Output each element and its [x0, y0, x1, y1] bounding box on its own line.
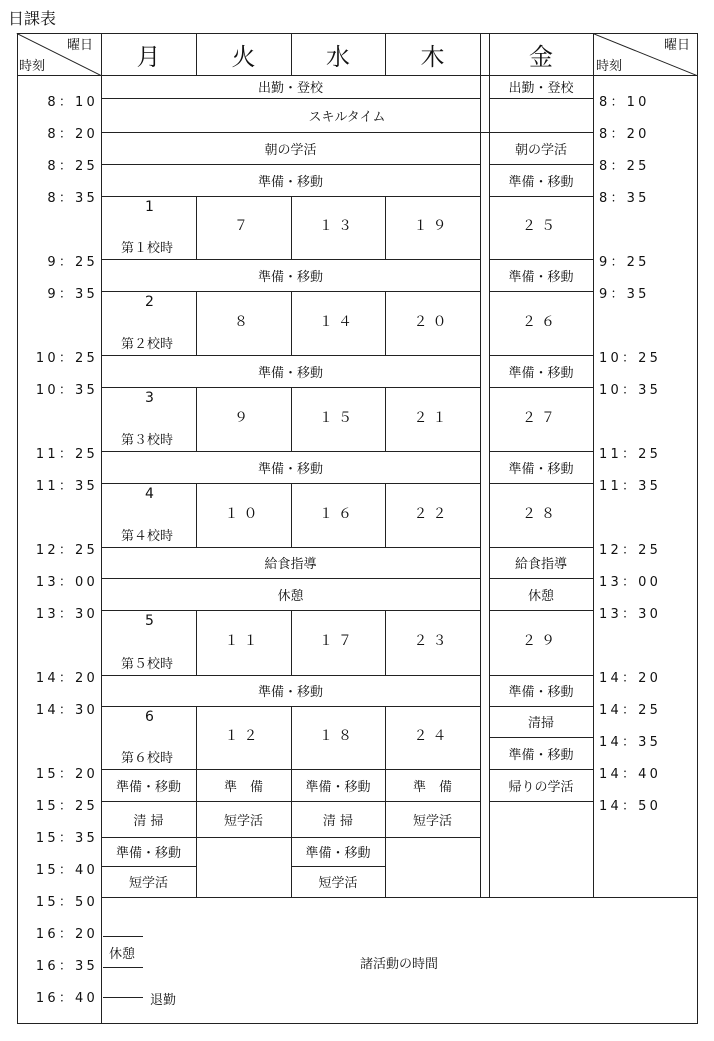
row-line — [101, 610, 481, 611]
time-label-left: 8：25 — [47, 159, 98, 174]
time-label-right: 11：35 — [599, 479, 662, 494]
day-header-wednesday: 水 — [326, 42, 350, 71]
after-thu-prep: 準 備 — [412, 779, 452, 795]
period-3-monday: 3 — [145, 390, 154, 406]
time-label-right: 13：00 — [599, 575, 662, 590]
time-label-left: 8：35 — [47, 191, 98, 206]
time-label-right: 12：25 — [599, 543, 662, 558]
friday-arrival: 出勤・登校 — [508, 81, 574, 96]
prep-row: 準備・移動 — [257, 685, 323, 700]
time-label-left: 9：35 — [47, 287, 98, 302]
after-thu-homeroom: 短学活 — [412, 813, 452, 829]
period-2-label: 第２校時 — [121, 336, 174, 352]
period-2-thursday: ２０ — [413, 313, 452, 330]
period-2-wednesday: １４ — [319, 313, 357, 330]
period-5-wednesday: １７ — [319, 633, 357, 649]
club-activity-label: 諸活動の時間 — [359, 957, 438, 972]
time-label-right: 8：20 — [599, 127, 650, 142]
lunch-row: 給食指導 — [264, 557, 317, 572]
period-6-thursday: ２４ — [413, 728, 452, 744]
time-label-right: 14：50 — [599, 799, 662, 814]
time-label-right: 14：20 — [599, 671, 662, 686]
time-label-left: 15：25 — [35, 799, 98, 814]
period-5-monday: 5 — [145, 613, 154, 629]
period-1-wednesday: １３ — [319, 218, 357, 234]
bottom-rest-label: 休憩 — [109, 947, 136, 962]
outer-bottom-border — [17, 1023, 698, 1024]
after-wed-homeroom: 短学活 — [318, 876, 358, 891]
friday-prep: 準備・移動 — [508, 269, 574, 285]
friday-lunch: 給食指導 — [514, 557, 567, 572]
row-line — [101, 706, 481, 707]
period-4-monday: 4 — [145, 486, 154, 502]
time-label-left: 15：20 — [35, 767, 98, 782]
fri-row-line — [489, 98, 594, 99]
time-label-left: 16：40 — [35, 991, 98, 1006]
fri-row-line — [489, 801, 594, 802]
row-line — [101, 291, 481, 292]
time-label-left: 8：10 — [47, 95, 98, 110]
after-wed-prep: 準備・移動 — [305, 779, 371, 795]
time-label-left: 13：00 — [35, 575, 98, 590]
day-header-divider — [291, 33, 292, 75]
time-label-left: 16：35 — [35, 959, 98, 974]
friday-rest: 休憩 — [527, 588, 554, 604]
period-3-label: 第３校時 — [121, 432, 174, 448]
time-label-left: 8：20 — [47, 127, 98, 142]
prep-row: 準備・移動 — [257, 174, 323, 190]
fri-row-line — [489, 387, 594, 388]
period-6-label: 第６校時 — [121, 750, 174, 766]
time-label-left: 9：25 — [47, 255, 98, 270]
period-1-monday: 1 — [145, 199, 154, 215]
prep-row: 準備・移動 — [257, 365, 323, 381]
row-line — [101, 387, 481, 388]
time-label-left: 16：20 — [35, 927, 98, 942]
period-6-tuesday: １２ — [224, 728, 263, 744]
time-label-right: 8：25 — [599, 159, 650, 174]
time-label-right: 8：10 — [599, 95, 650, 110]
period-5-friday: ２９ — [522, 633, 560, 649]
time-label-right: 10：25 — [599, 351, 662, 366]
time-label-left: 14：20 — [35, 671, 98, 686]
after-mon-homeroom: 短学活 — [128, 876, 168, 891]
period-3-wednesday: １５ — [319, 409, 357, 426]
after-tue-homeroom: 短学活 — [223, 813, 263, 829]
time-label-left: 14：30 — [35, 703, 98, 718]
time-label-right: 9：35 — [599, 287, 650, 302]
thursday-friday-gap-left — [480, 33, 481, 897]
bottom-leave-label: 退勤 — [150, 993, 177, 1008]
leave-marker — [103, 997, 143, 998]
rest-bracket-top — [103, 936, 143, 937]
time-label-left: 15：50 — [35, 895, 98, 910]
prep-row: 準備・移動 — [257, 269, 323, 285]
period-4-thursday: ２２ — [413, 505, 452, 522]
skill-time-row: スキルタイム — [308, 109, 386, 125]
day-header-friday: 金 — [529, 42, 553, 71]
fri-row-line — [489, 483, 594, 484]
day-header-label-right: 曜日 — [664, 38, 691, 53]
time-label-left: 10：35 — [35, 383, 98, 398]
day-header-monday: 月 — [136, 42, 161, 71]
fri-row-line — [489, 291, 594, 292]
day-header-tuesday: 火 — [231, 42, 256, 71]
period-5-thursday: ２３ — [413, 633, 452, 649]
time-header-label-left: 時刻 — [19, 59, 46, 74]
time-label-left: 11：35 — [35, 479, 98, 494]
friday-time-divider — [593, 33, 594, 897]
time-label-right: 10：35 — [599, 383, 662, 398]
time-label-left: 15：40 — [35, 863, 98, 878]
period-2-tuesday: ８ — [234, 313, 253, 330]
time-label-left: 15：35 — [35, 831, 98, 846]
after-mon-prep2: 準備・移動 — [115, 846, 181, 861]
time-label-left: 11：25 — [35, 447, 98, 462]
friday-morning-homeroom: 朝の学活 — [514, 142, 567, 158]
period-3-friday: ２７ — [522, 409, 560, 426]
prep-row: 準備・移動 — [257, 461, 323, 477]
friday-prep: 準備・移動 — [508, 174, 574, 190]
period-4-friday: ２８ — [522, 505, 560, 522]
period-2-friday: ２６ — [522, 313, 560, 330]
after-wed-cleaning: 清 掃 — [322, 813, 354, 829]
friday-prep: 準備・移動 — [508, 685, 574, 700]
period-4-wednesday: １６ — [319, 505, 357, 522]
time-label-right: 14：25 — [599, 703, 662, 718]
friday-end-homeroom: 帰りの学活 — [508, 779, 574, 795]
time-label-left: 10：25 — [35, 351, 98, 366]
friday-cleaning: 清掃 — [527, 716, 554, 731]
period-6-wednesday: １８ — [319, 728, 357, 744]
period-1-label: 第１校時 — [121, 240, 174, 256]
page-title: 日課表 — [8, 9, 57, 28]
time-label-right: 14：40 — [599, 767, 662, 782]
after-wed-prep2: 準備・移動 — [305, 846, 371, 861]
evening-divider — [101, 897, 698, 898]
time-label-right: 8：35 — [599, 191, 650, 206]
period-3-thursday: ２１ — [413, 409, 452, 426]
friday-prep: 準備・移動 — [508, 747, 574, 763]
time-header-label-right: 時刻 — [596, 59, 623, 74]
outer-right-border — [697, 33, 698, 1024]
period-3-tuesday: ９ — [234, 409, 253, 426]
period-4-tuesday: １０ — [224, 505, 263, 522]
day-header-thursday: 木 — [420, 42, 445, 71]
day-header-divider — [385, 33, 386, 75]
arrival-row: 出勤・登校 — [257, 81, 323, 96]
period-1-friday: ２５ — [522, 218, 560, 234]
day-header-divider — [196, 33, 197, 75]
morning-homeroom-row: 朝の学活 — [264, 142, 317, 158]
period-4-label: 第４校時 — [121, 528, 174, 544]
fri-row-line — [489, 610, 594, 611]
period-1-tuesday: ７ — [234, 218, 253, 234]
after-mon-cleaning: 清 掃 — [133, 813, 164, 829]
gap-bottom — [480, 897, 490, 898]
friday-prep: 準備・移動 — [508, 461, 574, 477]
period-1-thursday: １９ — [413, 218, 452, 234]
time-label-right: 9：25 — [599, 255, 650, 270]
after-mon-prep: 準備・移動 — [115, 779, 181, 795]
time-label-right: 14：35 — [599, 735, 662, 750]
time-label-right: 11：25 — [599, 447, 662, 462]
period-6-monday: 6 — [145, 709, 154, 725]
day-header-label-left: 曜日 — [67, 38, 94, 53]
time-label-right: 13：30 — [599, 607, 662, 622]
rest-row: 休憩 — [277, 588, 304, 604]
period-5-tuesday: １１ — [224, 633, 263, 649]
after-tue-prep: 準 備 — [223, 779, 263, 795]
time-label-left: 12：25 — [35, 543, 98, 558]
friday-prep: 準備・移動 — [508, 365, 574, 381]
period-2-monday: 2 — [145, 294, 154, 310]
period-5-label: 第５校時 — [121, 656, 174, 672]
time-label-left: 13：30 — [35, 607, 98, 622]
row-line — [101, 483, 481, 484]
